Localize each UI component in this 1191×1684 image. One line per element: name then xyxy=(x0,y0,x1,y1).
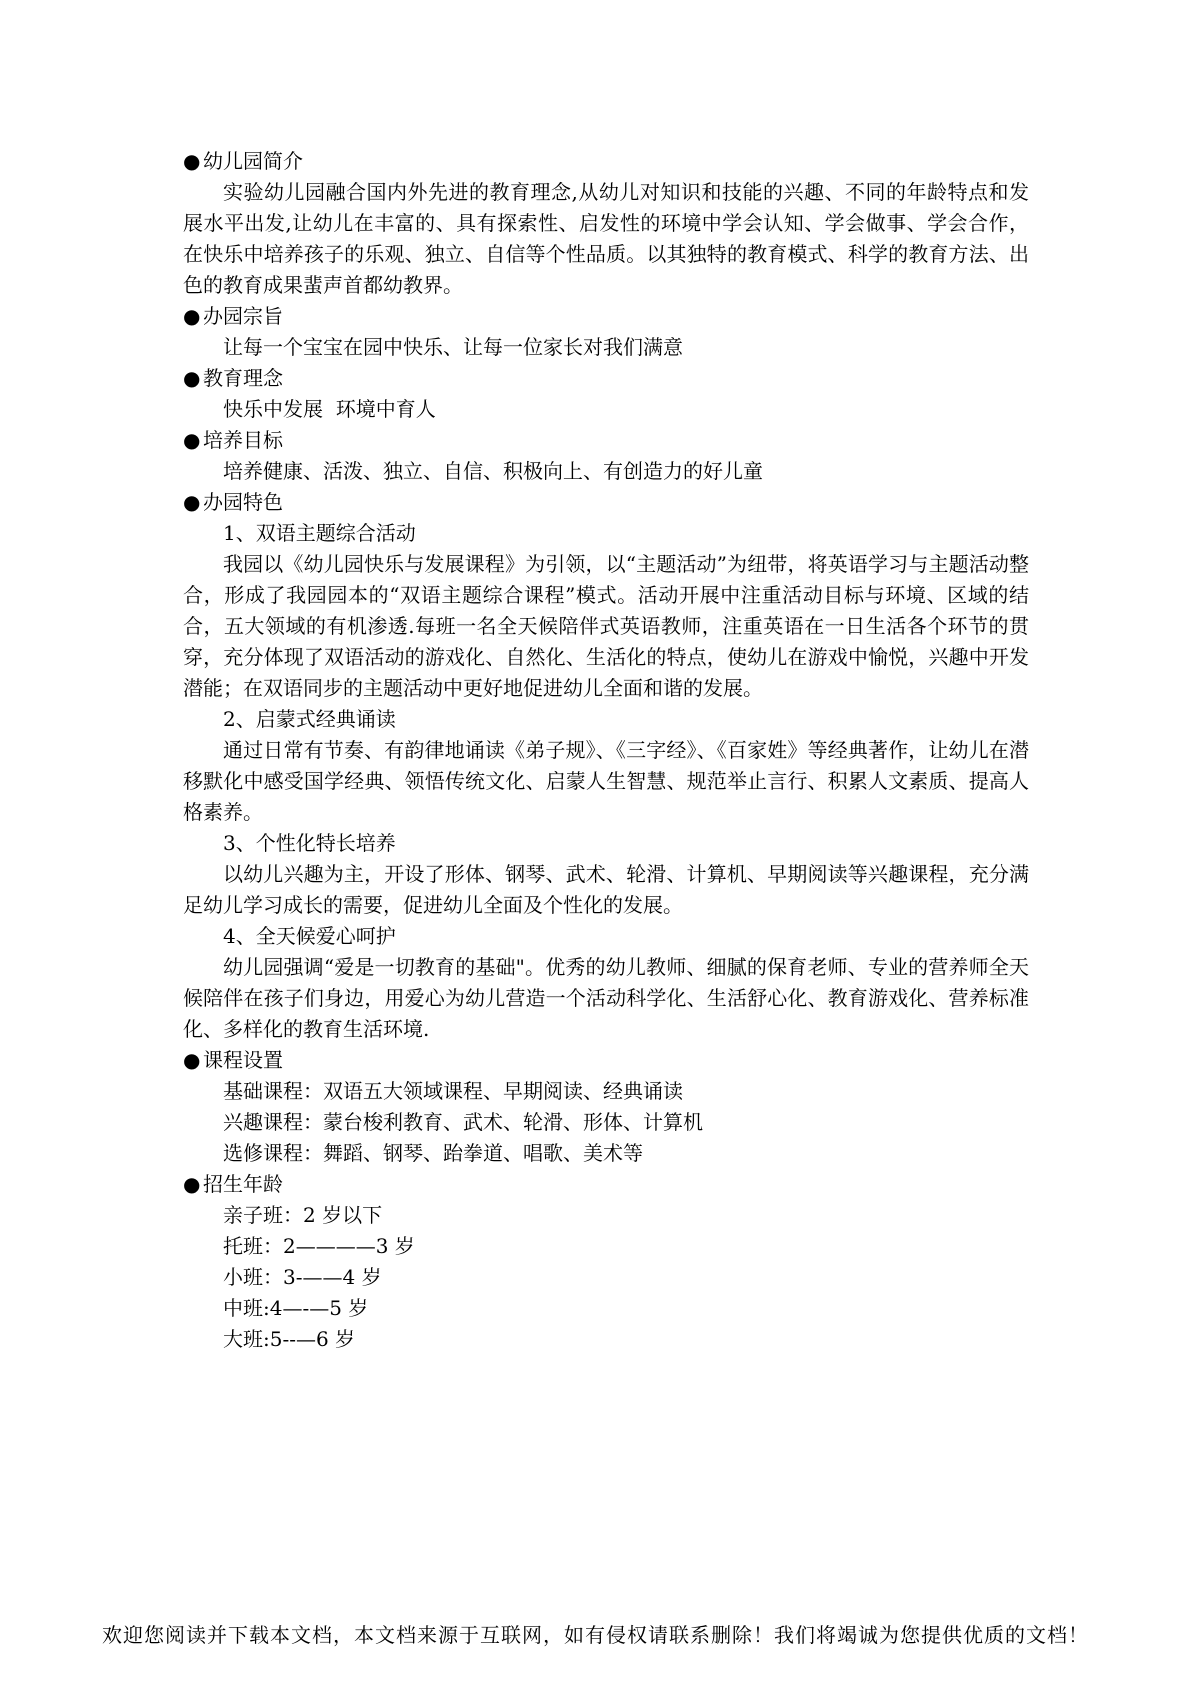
section-heading-goal xyxy=(183,425,1029,456)
feature-title: 1、双语主题综合活动 xyxy=(223,521,416,545)
feature-title: 3、个性化特长培养 xyxy=(223,831,396,855)
intro-paragraph: 实验幼儿园融合国内外先进的教育理念,从幼儿对知识和技能的兴趣、不同的年龄特点和发展水平出发,让幼儿在丰富的、具有探索性、启发性的环境中学会认知、学会做事、学会合作，在快乐中培养孩子的乐观、独立、自信等个性品质。以其独特的教育模式、科学的教育方法、出色的教育成果蜚声首都幼教界。 xyxy=(183,180,1029,297)
document-body xyxy=(183,146,1029,1355)
curriculum-line: 选修课程：舞蹈、钢琴、跆拳道、唱歌、美术等 xyxy=(223,1141,643,1165)
purpose-text: 让每一个宝宝在园中快乐、让每一位家长对我们满意 xyxy=(223,335,683,359)
bullet-icon: ● xyxy=(183,149,201,173)
bullet-icon: ● xyxy=(183,366,201,390)
heading-text: 办园特色 xyxy=(203,490,283,514)
philosophy-text: 快乐中发展 环境中育人 xyxy=(223,397,436,421)
bullet-icon: ● xyxy=(183,304,201,328)
enrollment-line: 亲子班：2 岁以下 xyxy=(223,1203,383,1227)
curriculum-line: 兴趣课程：蒙台梭利教育、武术、轮滑、形体、计算机 xyxy=(223,1110,703,1134)
feature-paragraph: 通过日常有节奏、有韵律地诵读《弟子规》、《三字经》、《百家姓》等经典著作，让幼儿在潜移默化中感受国学经典、领悟传统文化、启蒙人生智慧、规范举止言行、积累人文素质、提高人格素养。 xyxy=(183,738,1029,824)
section-heading-enrollment xyxy=(183,1169,1029,1200)
feature-title: 4、全天候爱心呵护 xyxy=(223,924,396,948)
feature-paragraph: 以幼儿兴趣为主，开设了形体、钢琴、武术、轮滑、计算机、早期阅读等兴趣课程，充分满足幼儿学习成长的需要，促进幼儿全面及个性化的发展。 xyxy=(183,862,1029,917)
enrollment-line: 托班：2————3 岁 xyxy=(223,1234,415,1258)
bullet-icon: ● xyxy=(183,1172,201,1196)
section-heading-curriculum xyxy=(183,1045,1029,1076)
feature-paragraph: 我园以《幼儿园快乐与发展课程》为引领，以“主题活动”为纽带，将英语学习与主题活动整合，形成了我园园本的“双语主题综合课程”模式。活动开展中注重活动目标与环境、区域的结合，五大领域的有机渗透.每班一名全天候陪伴式英语教师，注重英语在一日生活各个环节的贯穿，充分体现了双语活动的游戏化、自然化、生活化的特点，使幼儿在游戏中愉悦，兴趣中开发潜能；在双语同步的主题活动中更好地促进幼儿全面和谐的发展。 xyxy=(183,552,1029,700)
heading-text: 教育理念 xyxy=(203,366,283,390)
heading-text: 培养目标 xyxy=(203,428,283,452)
curriculum-line: 基础课程：双语五大领域课程、早期阅读、经典诵读 xyxy=(223,1079,683,1103)
heading-text: 办园宗旨 xyxy=(203,304,283,328)
bullet-icon: ● xyxy=(183,428,201,452)
section-heading-features xyxy=(183,487,1029,518)
section-heading-purpose xyxy=(183,301,1029,332)
goal-text: 培养健康、活泼、独立、自信、积极向上、有创造力的好儿童 xyxy=(223,459,763,483)
bullet-icon: ● xyxy=(183,1048,201,1072)
heading-text: 课程设置 xyxy=(203,1048,283,1072)
enrollment-line: 中班:4—-—5 岁 xyxy=(223,1296,369,1320)
bullet-icon: ● xyxy=(183,490,201,514)
section-heading-philosophy xyxy=(183,363,1029,394)
section-heading-intro xyxy=(183,146,1029,177)
page-footer-notice: 欢迎您阅读并下载本文档，本文档来源于互联网，如有侵权请联系删除！我们将竭诚为您提供优质的文档！ xyxy=(102,1623,1089,1647)
heading-text: 幼儿园简介 xyxy=(203,149,303,173)
feature-title: 2、启蒙式经典诵读 xyxy=(223,707,396,731)
enrollment-line: 大班:5--—6 岁 xyxy=(223,1327,356,1351)
feature-paragraph: 幼儿园强调“爱是一切教育的基础"。优秀的幼儿教师、细腻的保育老师、专业的营养师全天候陪伴在孩子们身边，用爱心为幼儿营造一个活动科学化、生活舒心化、教育游戏化、营养标准化、多样化的教育生活环境. xyxy=(183,955,1029,1041)
heading-text: 招生年龄 xyxy=(203,1172,283,1196)
enrollment-line: 小班：3-——4 岁 xyxy=(223,1265,382,1289)
